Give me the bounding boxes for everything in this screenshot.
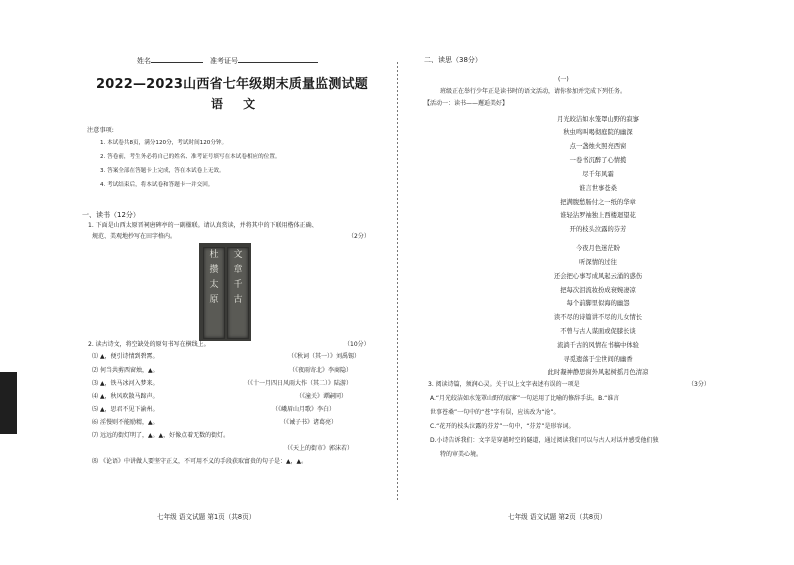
q2-source: （《天上的街市》郭沫若） (284, 445, 354, 452)
name-label: 姓名 (137, 57, 151, 65)
poem-line: 点一盏烛火照亮西窗 (569, 143, 627, 150)
q3-option: A.“月光皎洁如水笼罩山野的寂寥”一句运用了比喻的修辞手法。B.“谁言 (430, 395, 620, 402)
q2-item: ⑶ ▲，铁马冰河入梦来。 (92, 380, 159, 387)
q2-points: （10分） (344, 341, 370, 348)
q3-option: 世事苍桑”一句中的“苍”字有误，应该改为“沧”。 (430, 409, 560, 416)
notice-item: 4. 考试结束后，将本试卷和答题卡一并交回。 (100, 182, 214, 188)
poem-line: 此时凝神静思窗外风起树摇月色清凉 (547, 369, 649, 376)
q2-source: （《夜雨寄北》李商隐） (289, 367, 353, 374)
poem-line: 尽千年风霜 (582, 171, 614, 178)
q2-item: ⑹ 淫慢则不能励精，▲。 (92, 419, 159, 426)
q1-stem-line1: 1. 下面是山西太原晋祠唐碑亭的一副楹联。请认真赏读，并将其中的下联用楷体正确、 (88, 222, 318, 229)
section1-heading: 一、读书（12分） (82, 211, 140, 219)
q2-source: （《潼关》谭嗣同） (296, 393, 348, 400)
notice-item: 2. 答卷前，考生务必将自己的姓名、准考证号填写在本试卷相应的位置。 (100, 154, 281, 160)
q2-source: （《秋词（其一）》刘禹锡） (288, 353, 361, 360)
q2-stem: 2. 读古诗文，将空缺处的原句书写在横线上。 (88, 341, 210, 348)
q2-source: （《十一月四日风雨大作（其二）》陆游） (244, 380, 353, 387)
q3-stem: 3. 阅读诗篇，须润心灵。关于以上文字表述有误的一项是 (428, 381, 580, 388)
activity-heading: 【活动一：读书——邂逅美好】 (424, 100, 509, 107)
poem-line: 听深情的过往 (579, 259, 617, 266)
couplet-plaque-left: 杜 攒 太 原 (203, 247, 225, 339)
q2-item: ⑷ ▲，秋风吹散马蹄声。 (92, 393, 159, 400)
q3-option: 特的审美心境。 (440, 451, 483, 458)
poem-line: 开的枝头泣露的芬芳 (569, 226, 627, 233)
notice-heading: 注意事项: (87, 127, 114, 134)
poem-line: 一卷书沉醉了心情揽 (569, 157, 627, 164)
footer-page-1: 七年级 语文试题 第1页（共8页） (157, 513, 256, 521)
page-divider (397, 62, 398, 502)
exam-title: 2022—2023山西省七年级期末质量监测试题 (96, 77, 368, 92)
poem-line: 谁轻沾罗袖独上西楼迴望花 (560, 212, 636, 219)
section2-intro: 班级正在举行少年正是读书时的语文活动，请你参加并完成下列任务。 (440, 88, 627, 95)
part-one-label: (一) (558, 76, 569, 83)
poem-line: 每个前脚里似海的幽怨 (566, 300, 630, 307)
poem-line: 把每次泪流妆扮成衰婉凄凉 (560, 287, 636, 294)
poem-line: 还会把心事写成风起云涌的惑伤 (553, 273, 643, 280)
footer-page-2: 七年级 语文试题 第2页（共8页） (508, 513, 607, 521)
q2-item: ⑻ 《论语》中讲做人要坚守正义，不可用不义的手段获取富贵的句子是：▲，▲。 (92, 458, 308, 465)
q2-item: ⑴ ▲，便引诗情到碧霄。 (92, 353, 159, 360)
poem-line: 不曾与古人谋面或促膝长谈 (560, 328, 636, 335)
notice-item: 1. 本试卷共8页，满分120分，考试时间120分钟。 (100, 140, 228, 146)
poem-line: 月光皎洁如水笼罩山野的寂寥 (557, 116, 639, 123)
poem-line: 寻觅遗落于尘世间的幽香 (563, 356, 633, 363)
poem-line: 把满腹愁肠付之一纸的华章 (560, 199, 636, 206)
section2-heading: 二、读思（38分） (424, 56, 482, 64)
q1-stem-line2: 规范、美观地抄写在田字格内。 (92, 233, 177, 240)
poem-line: 秋虫鸣叫喝彻庭院的幽深 (563, 129, 633, 136)
q3-option: C.“花开的枝头泣露的芬芳”一句中，“芬芳”是形容词。 (430, 423, 575, 430)
poem-line: 读不尽的诗篇讲不尽的儿女情长 (553, 314, 643, 321)
exam-number-field[interactable] (210, 54, 318, 66)
notice-item: 3. 答案全部在答题卡上完成，答在本试卷上无效。 (100, 168, 225, 174)
q3-option: D.小诗告诉我们：文字是穿越时空的隧道，通过阅读我们可以与古人对话并感受他们独 (430, 437, 659, 444)
subject-title: 语 文 (211, 97, 264, 111)
q2-source: （《诫子书》诸葛亮） (280, 419, 338, 426)
couplet-plaque-right: 文 章 千 古 (227, 247, 249, 339)
q2-item: ⑵ 何当共剪西窗烛，▲。 (92, 367, 159, 374)
q1-points: （2分） (348, 233, 370, 240)
exam-number-label: 准考证号 (210, 57, 238, 65)
poem-line: 今夜月色迷茫盼 (575, 245, 621, 252)
binding-margin-tab (0, 372, 17, 434)
q3-points: （3分） (688, 381, 710, 388)
q2-source: （《峨眉山月歌》李白） (272, 406, 336, 413)
poem-line: 流淌千古的风情在书稿中体验 (557, 342, 639, 349)
q2-item: ⑸ ▲，思君不见下渝州。 (92, 406, 159, 413)
name-field[interactable] (137, 54, 203, 66)
q2-item: ⑺ 远远的街灯明了，▲。▲，好像点着无数的街灯。 (92, 432, 230, 439)
poem-line: 谁言世事苍桑 (579, 185, 617, 192)
